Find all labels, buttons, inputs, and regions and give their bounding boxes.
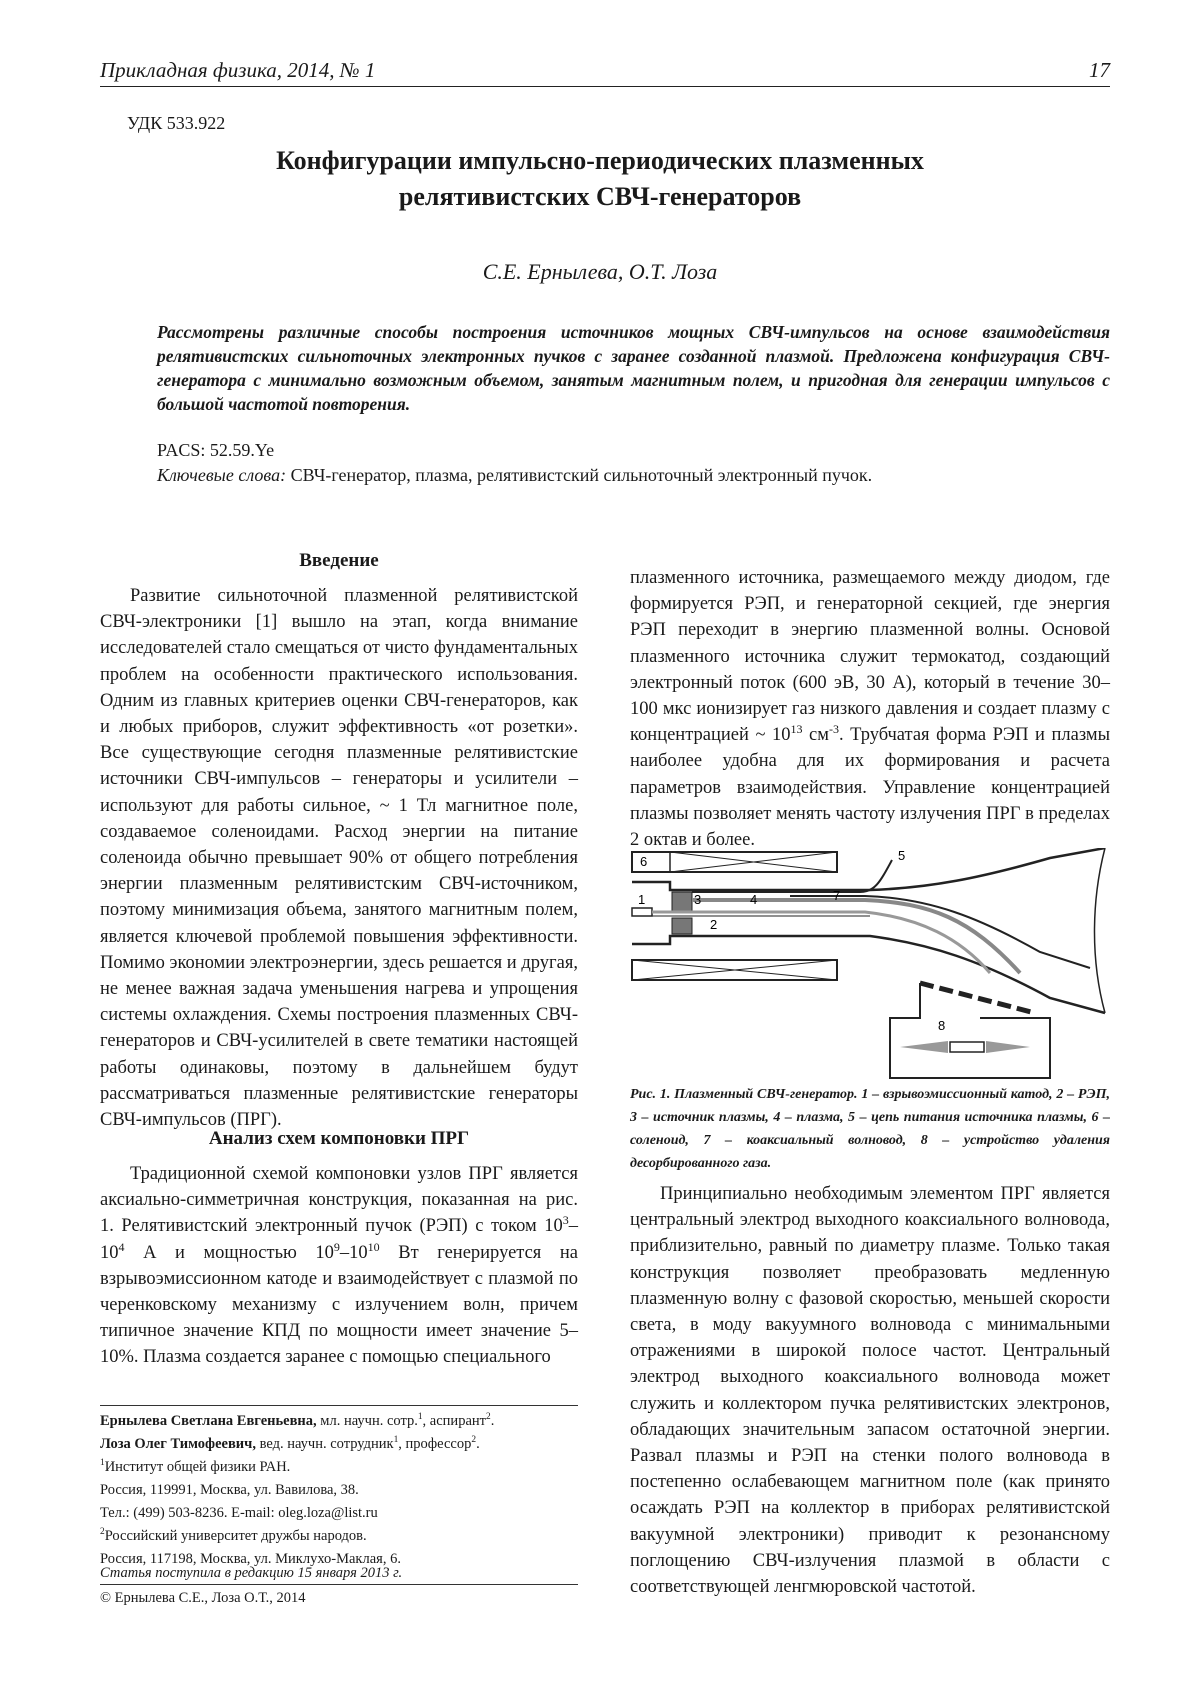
analysis-text-b: А и мощностью 10 bbox=[124, 1242, 334, 1263]
author-1-sup-2: 2 bbox=[485, 1412, 491, 1423]
fig-label-1: 1 bbox=[638, 892, 646, 907]
right-para-2 bbox=[630, 1181, 1110, 1600]
gas-grid bbox=[920, 983, 1035, 1013]
affiliation-1-name: Институт общей физики РАН. bbox=[104, 1459, 291, 1475]
journal-title: Прикладная физика, 2014, № 1 bbox=[100, 58, 376, 82]
authors: С.Е. Ернылева, О.Т. Лоза bbox=[482, 259, 718, 284]
keywords-text: СВЧ-генератор, плазма, релятивистский сильноточный электронный пучок. bbox=[290, 465, 873, 485]
running-header bbox=[100, 56, 1110, 87]
relativistic-beam bbox=[652, 912, 990, 973]
analysis-text-c: Вт генерируется на взрывоэмиссионном катоде и взаимодействует с плазмой по черенковскому механизму с излучением волн, причем типичное значение КПД по мощности имеет значение 5–10%. Плазма создается заранее с помощью специального bbox=[100, 1242, 578, 1368]
exp-cm: -3 bbox=[828, 722, 839, 737]
author-1-role: мл. научн. сотр. bbox=[316, 1413, 418, 1429]
copyright: © Ернылева С.Е., Лоза О.Т., 2014 bbox=[100, 1590, 306, 1606]
exp-current-low: 3 bbox=[562, 1213, 569, 1228]
page-number: 17 bbox=[1089, 58, 1110, 82]
analysis-dash-2: –10 bbox=[339, 1242, 368, 1263]
footnotes bbox=[100, 1410, 580, 1571]
keywords-label: Ключевые слова: bbox=[157, 465, 287, 485]
waveguide-top-wall bbox=[632, 848, 1105, 890]
exp-power-high: 10 bbox=[367, 1239, 380, 1254]
right-cont-c: . Трубчатая форма РЭП и плазмы наиболее удобна для их формирования и расчета параметров взаимодействия. Управление концентрацией плазмы позволяет менять частоту излучения ПРГ в пределах 2 октав и более. bbox=[630, 725, 1111, 851]
affiliation-2-sup: 2 bbox=[100, 1527, 105, 1538]
fig-label-6: 6 bbox=[640, 854, 648, 869]
author-2-sup-2: 2 bbox=[471, 1435, 477, 1446]
received-date: Статья поступила в редакцию 15 января 2013 г. bbox=[100, 1565, 578, 1585]
intro-text: Развитие сильноточной плазменной релятивистской СВЧ-электроники [1] вышло на этап, когда внимание исследователей стало смещаться от чисто фундаментальных проблем на особенности практического использования. Одним из главных критериев оценки СВЧ-генераторов, как и любых приборов, служит эффективность «от розетки». Все существующие сегодня плазменные релятивистские источники СВЧ-импульсов – генераторы и усилители – используют для работы сильное, ~ 1 Тл магнитное поле, создаваемое соленоидами. Расход энергии на питание соленоида обычно превышает 90% от общего потребления энергии плазменным релятивистским СВЧ-источником, поэтому минимизация объема, занятого магнитным полем, является ключевой проблемой повышения эффективности. Помимо экономии электроэнергии, здесь решается и другая, не менее важная задача уменьшения нагрева и упрощения системы охлаждения. Схемы построения плазменных СВЧ-генераторов и СВЧ-усилителей в свете тематики настоящей работы одинаковы, поэтому в дальнейшем будут рассматриваться плазменные релятивистские генераторы СВЧ-импульсов (ПРГ). bbox=[100, 586, 578, 1131]
fig-label-3: 3 bbox=[694, 892, 702, 907]
right-cont-text bbox=[630, 565, 1110, 853]
exp-power-low: 9 bbox=[333, 1239, 340, 1254]
fig-label-7: 7 bbox=[833, 888, 841, 903]
author-1-role-2: , аспирант bbox=[422, 1413, 486, 1429]
right-cont-b: см bbox=[802, 725, 829, 746]
pump-cone-left bbox=[900, 1041, 948, 1053]
affiliation-1-sup: 1 bbox=[100, 1458, 105, 1469]
author-2-role: вед. научн. сотрудник bbox=[255, 1436, 394, 1452]
fig-label-2: 2 bbox=[710, 917, 718, 932]
keywords bbox=[157, 465, 872, 486]
analysis-dash: –10 bbox=[100, 1216, 578, 1263]
supply-circuit bbox=[692, 860, 892, 892]
affiliation-1-address: Россия, 119991, Москва, ул. Вавилова, 38. bbox=[100, 1482, 359, 1498]
figure-1-caption: Рис. 1. Плазменный СВЧ-генератор. 1 – взрывоэмиссионный катод, 2 – РЭП, 3 – источник плазмы, 4 – плазма, 5 – цепь питания источника плазмы, 6 – соленоид, 7 – коаксиальный волновод, 8 – устройство удаления десорбированного газа. bbox=[630, 1087, 1110, 1171]
cathode bbox=[632, 908, 652, 916]
footnote-rule bbox=[100, 1405, 578, 1406]
analysis-heading: Анализ схем компоновки ПРГ bbox=[208, 1128, 470, 1149]
fig-label-4: 4 bbox=[750, 892, 758, 907]
figure-1-diagram bbox=[630, 848, 1110, 1086]
analysis-paragraph bbox=[100, 1161, 578, 1371]
pump-device bbox=[950, 1042, 984, 1052]
exp-concentration: 13 bbox=[790, 722, 803, 737]
affiliation-2-name: Российский университет дружбы народов. bbox=[104, 1528, 367, 1544]
affiliation-2 bbox=[100, 1525, 580, 1548]
affiliation-1-contacts: Тел.: (499) 503-8236. E-mail: oleg.loza@list.ru bbox=[100, 1505, 378, 1521]
udc-code: УДК 533.922 bbox=[127, 113, 226, 133]
intro-paragraph bbox=[100, 583, 578, 1133]
right-para-2-text: Принципиально необходимым элементом ПРГ является центральный электрод выходного коаксиального волновода, приблизительно, равный по диаметру плазме. Только такая конструкция позволяет преобразовать медленную плазменную волну с фазовой скоростью, меньшей скорости света, в моду вакуумного волновода с минимальными отражениями в широкой полосе частот. Центральный электрод выходного коаксиального волновода может служить и коллектором пучка релятивистских электронов, обладающих значительным запасом остаточной энергии. Развал плазмы и РЭП на стенки полого волновода в постепенно ослабевающем магнитном поле (как принято осаждать РЭП на коллектор в приборах релятивистской вакуумной электроники) приводит к резонансному поглощению СВЧ-излучения плазмой в области с соответствующей ленгмюровской частотой. bbox=[630, 1184, 1110, 1598]
right-cont-a: плазменного источника, размещаемого между диодом, где формируется РЭП, и генераторной секцией, где энергия РЭП переходит в энергию плазменной волны. Основой плазменного источника служит термокатод, создающий электронный поток (600 эВ, 30 А), который в течение 30–100 мкс ионизирует газ низкого давления и создает плазму с концентрацией ~ 10 bbox=[630, 568, 1110, 746]
paper-title-line-1: Конфигурации импульсно-периодических плазменных bbox=[276, 146, 924, 175]
paper-title-line-2: релятивистских СВЧ-генераторов bbox=[398, 182, 802, 211]
author-2-role-2: , профессор bbox=[398, 1436, 472, 1452]
exp-current-high: 4 bbox=[118, 1239, 125, 1254]
author-1-name: Ернылева Светлана Евгеньевна, bbox=[100, 1413, 317, 1429]
waveguide-output bbox=[1094, 848, 1105, 1013]
abstract: Рассмотрены различные способы построения источников мощных СВЧ-импульсов на основе взаимодействия релятивистских сильноточных электронных пучков с заранее созданной плазмой. Предложена конфигурация СВЧ-генератора с минимально возможным объемом, занятым магнитным полем, и пригодная для генерации импульсов с большой частотой повторения. bbox=[157, 322, 1110, 414]
analysis-text-a: Традиционной схемой компоновки узлов ПРГ является аксиально-симметричная конструкция, показанная на рис. 1. Релятивистский электронный пучок (РЭП) с током 10 bbox=[100, 1164, 578, 1237]
author-1-sup-1: 1 bbox=[417, 1412, 423, 1423]
right-cont-paragraph bbox=[630, 565, 1110, 853]
pump-cone-right bbox=[986, 1041, 1030, 1053]
affiliation-2-address: Россия, 117198, Москва, ул. Миклухо-Маклая, 6. bbox=[100, 1551, 401, 1567]
author-2-sup-1: 1 bbox=[393, 1435, 399, 1446]
pacs: PACS: 52.59.Ye bbox=[157, 440, 275, 460]
fig-label-5: 5 bbox=[898, 848, 906, 863]
footnote-author-2: Лоза Олег Тимофеевич, вед. научн. сотрудник$^1$, профессор$^2$. bbox=[100, 1435, 480, 1452]
plasma-source-top bbox=[672, 892, 692, 912]
plasma-source-bottom bbox=[672, 918, 692, 934]
solenoid-top bbox=[632, 852, 837, 872]
footnote-author-1: Ернылева Светлана Евгеньевна, мл. научн. сотр.$^1$, аспирант$^2$. bbox=[100, 1412, 495, 1429]
analysis-text bbox=[100, 1161, 578, 1371]
affiliation-1 bbox=[100, 1456, 580, 1479]
author-2-name: Лоза Олег Тимофеевич, bbox=[100, 1436, 256, 1452]
fig-label-8: 8 bbox=[938, 1018, 946, 1033]
intro-heading: Введение bbox=[299, 550, 379, 571]
